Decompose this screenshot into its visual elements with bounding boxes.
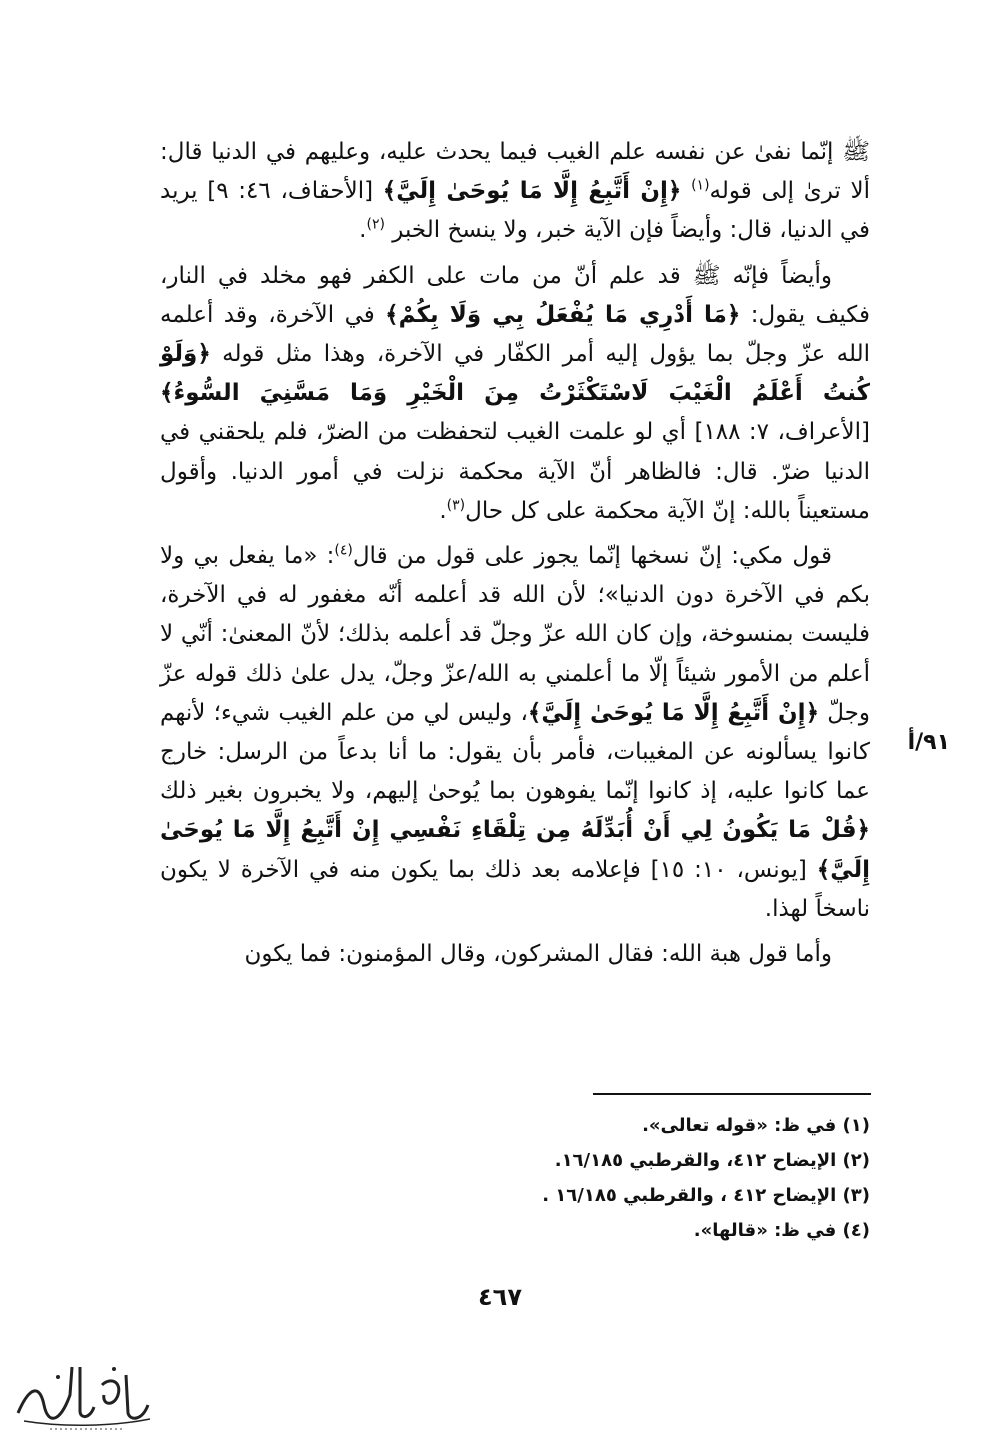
text-run: [الأعراف، ٧: ١٨٨] أي لو علمت الغيب لتحفظت من الضرّ، فلم يلحقني في الدنيا ضرّ. قال: فالظاهر أنّ الآية محكمة نزلت في أمور الدنيا. وأقول مستعيناً بالله: إنّ الآية محكمة على كل حال [160, 419, 870, 524]
footnote-reference: (٤) [334, 542, 353, 559]
footnote-reference: (١) [691, 177, 710, 194]
paragraph-1 [160, 133, 870, 251]
quran-verse: ﴿وَلَوْ كُنتُ أَعْلَمُ الْغَيْبَ لَاسْتَكْثَرْتُ مِنَ الْخَيْرِ وَمَا مَسَّنِيَ السُّوءُ﴾ [160, 341, 870, 407]
quran-verse: ﴿إِنْ أَتَّبِعُ إِلَّا مَا يُوحَىٰ إِلَيَّ﴾ [382, 178, 682, 205]
quran-verse: ﴿إِنْ أَتَّبِعُ إِلَّا مَا يُوحَىٰ إِلَيَّ﴾ [527, 699, 820, 726]
paragraph-4 [160, 935, 870, 974]
paragraph-3 [160, 537, 870, 929]
paragraph-2 [160, 257, 870, 531]
footnote-separator [593, 1093, 871, 1095]
text-run: : «ما يفعل بي ولا بكم في الآخرة دون الدنيا»؛ لأن الله قد أعلمه أنّه مغفور له في الآخرة، فليست بمنسوخة، وإن كان الله عزّ وجلّ قد أعلمه بذلك؛ لأنّ المعنىٰ: أنّي لا أعلم من الأمور شيئاً إلّا ما أعلمني به الله/عزّ وجلّ، يدل علىٰ ذلك قوله عزّ وجلّ [160, 543, 870, 726]
text-run: . [359, 217, 367, 244]
text-run: [يونس، ١٠: ١٥] فإعلامه بعد ذلك بما يكون منه في الآخرة لا يكون ناسخاً لهذا. [160, 856, 870, 922]
footnote-1: (١) في ظ: «قوله تعالى». [642, 1115, 870, 1136]
text-run: وأما قول هبة الله: فقال المشركون، وقال المؤمنون: فما يكون [244, 941, 832, 968]
footnote-2: (٢) الإيضاح ٤١٢، والقرطبي ١٦/١٨٥. [554, 1150, 870, 1171]
quran-verse: ﴿قُلْ مَا يَكُونُ لِي أَنْ أُبَدِّلَهُ مِن تِلْقَاءِ نَفْسِي إِنْ أَتَّبِعُ إِلَّا مَا يُوحَىٰ إِلَيَّ﴾ [160, 817, 871, 883]
text-run [681, 178, 691, 204]
text-run: ﷺ إنّما نفىٰ عن نفسه علم الغيب فيما يحدث عليه، وعليهم في الدنيا قال: ألا ترىٰ إلى قوله [160, 139, 871, 205]
main-text-body [160, 133, 870, 980]
footnote-reference: (٣) [446, 497, 466, 514]
footnote-3: (٣) الإيضاح ٤١٢ ، والقرطبي ١٦/١٨٥ . [542, 1185, 870, 1206]
footnote-4: (٤) في ظ: «قالها». [693, 1220, 870, 1241]
text-run: قول مكي: إنّ نسخها إنّما يجوز على قول من قال [352, 543, 832, 570]
text-run: . [439, 497, 447, 524]
footnote-reference: (٢) [366, 216, 385, 233]
text-run: ، وليس لي من علم الغيب شيء؛ لأنهم كانوا يسألونه عن المغيبات، فأمر بأن يقول: ما أنا بدعاً من الرسل: خارج عما كانوا عليه، إذ كانوا إنّما يفوهون بما يُوحىٰ إليهم، ولا يخبرون بغير ذلك [160, 699, 870, 805]
manuscript-folio-marker: ٩١/أ [907, 730, 950, 755]
footnotes [400, 1108, 870, 1248]
page-number: ٤٦٧ [478, 1283, 522, 1311]
text-run: في الآخرة، وقد أعلمه الله عزّ وجلّ بما يؤول إليه أمر الكفّار في الآخرة، وهذا مثل قوله [160, 301, 870, 368]
quran-verse: ﴿مَا أَدْرِي مَا يُفْعَلُ بِي وَلَا بِكُمْ﴾ [385, 301, 741, 328]
text-run: وأيضاً فإنّه ﷺ قد علم أنّ من مات على الكفر فهو مخلد في النار، فكيف يقول: [160, 262, 870, 328]
text-run: [الأحقاف، ٤٦: ٩] يريد في الدنيا، قال: وأيضاً فإن الآية خبر، ولا ينسخ الخبر [160, 178, 870, 244]
calligraphy-logo [10, 1355, 160, 1433]
